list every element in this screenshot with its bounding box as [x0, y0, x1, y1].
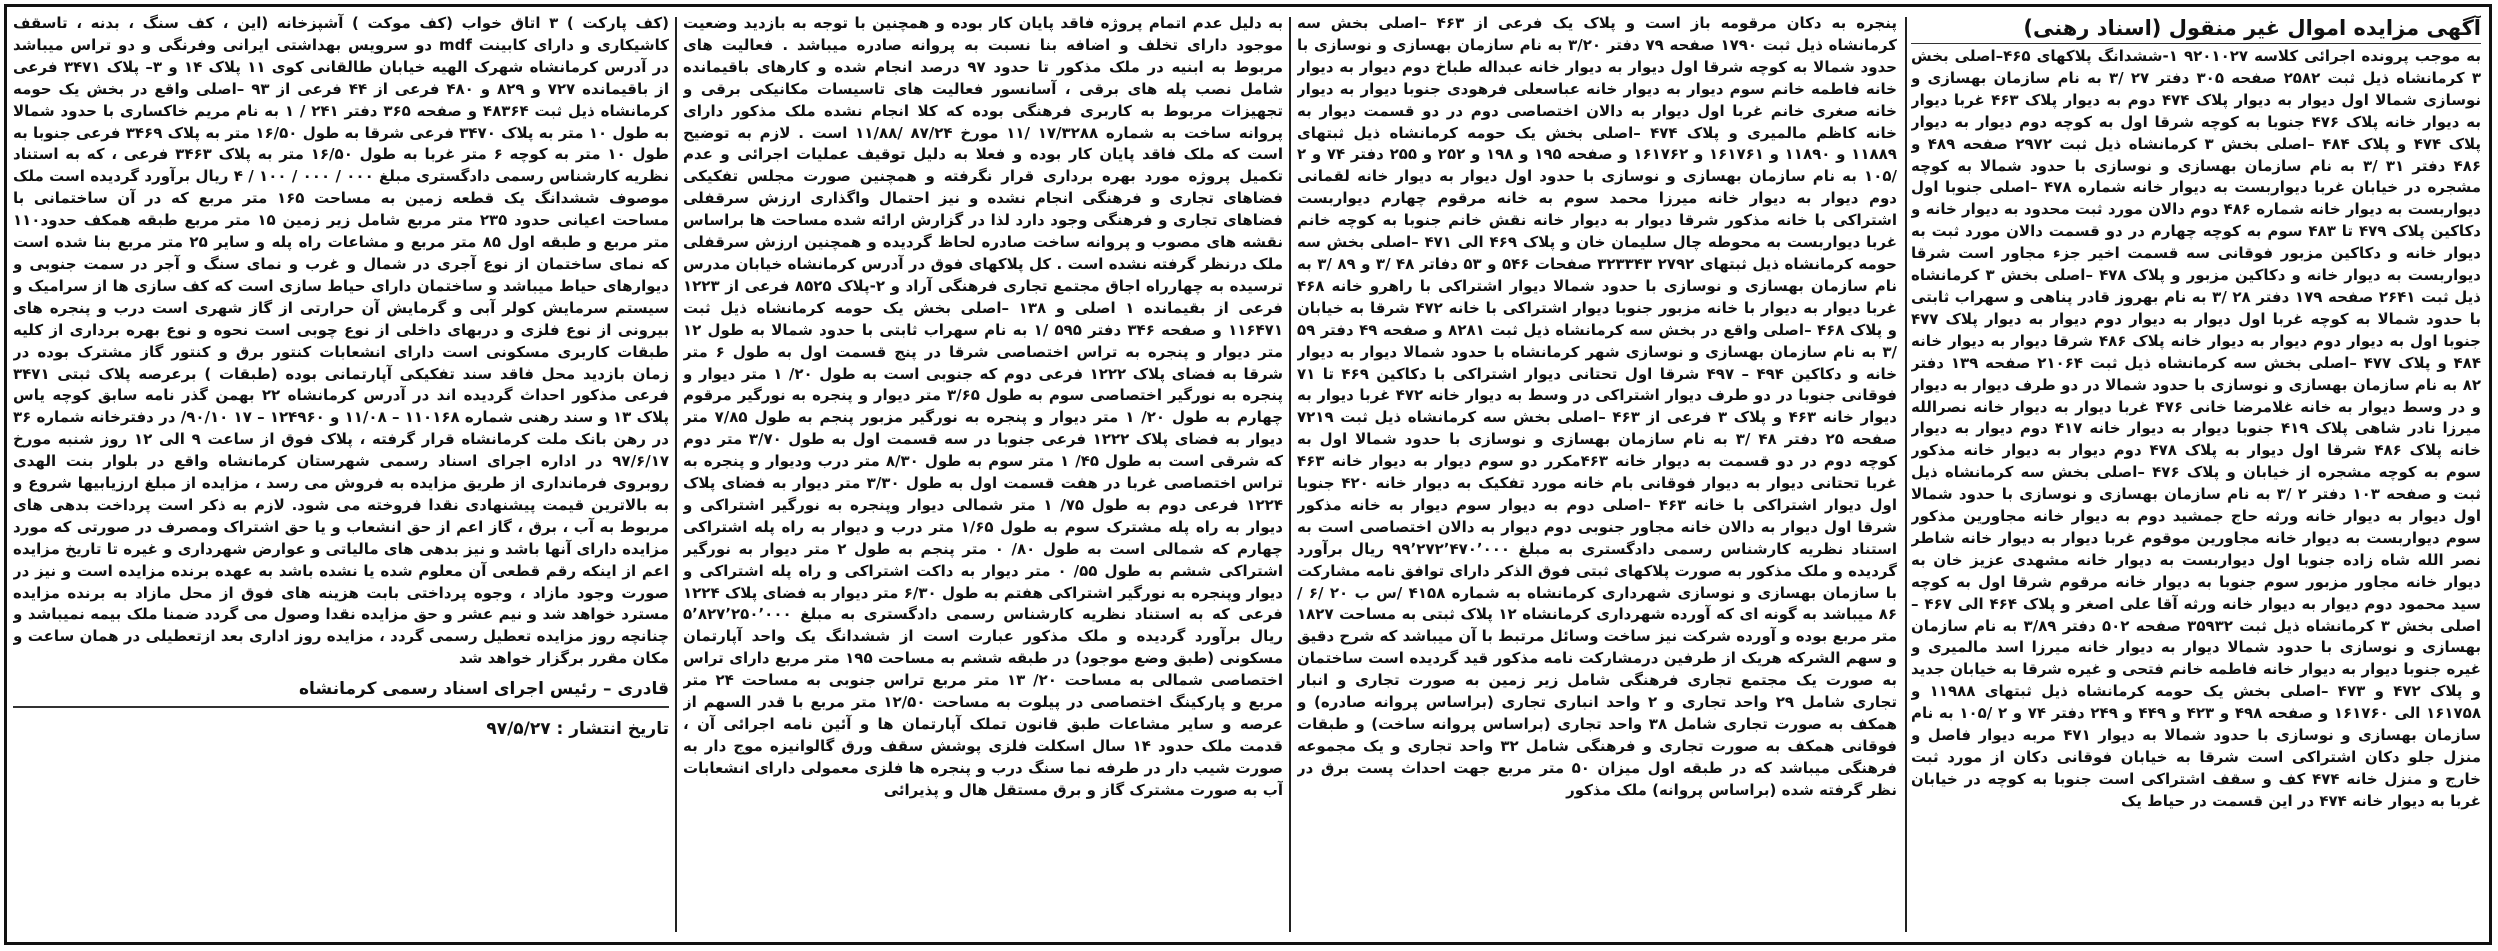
column-divider [675, 17, 677, 932]
column-divider [1905, 17, 1907, 932]
notice-footer [13, 674, 669, 744]
notice-column-3 [683, 13, 1283, 936]
notice-paragraph-3: به دلیل عدم اتمام پروژه فاقد پایان کار بوده و همچنین با توجه به بازدید وضعیت موجود دارای تخلف و اضافه بنا نسبت به پروانه صادره میباشد . فعالیت های مربوط به ابنیه در ملک مذکور تا حدود ۹۷ درصد انجام شده و کارهای باقیمانده شامل نصب پله های برقی ، آسانسور فعالیت های تاسیسات مکانیکی برقی و تجهیزات مربوط به کاربری فرهنگی بوده که کلا انجام نشده ملک مذکور دارای پروانه ساخت به شماره ۱۷/۳۲۸۸ /۱۱ مورخ ۸۷/۲۴ /۱۱/۸۸ است . لازم به توضیح است که ملک فاقد پایان کار بوده و فعلا به دلیل توقیف عملیات اجرائی و عدم تکمیل پروژه مورد بهره برداری قرار نگرفته و همچنین صورت مجلس تفکیکی فضاهای تجاری و فرهنگی انجام نشده و نیز احتمال واگذاری ارزش سرقفلی فضاهای تجاری و فرهنگی وجود دارد لذا در گزارش ارائه شده مساحت ها براساس نقشه های مصوب و پروانه ساخت صادره لحاظ گردیده و همچنین ارزش سرقفلی ملک درنظر گرفته نشده است . کل پلاکهای فوق در آدرس کرمانشاه خیابان مدرس ترسیده به چهارراه اجاق مجتمع تجاری فرهنگی آراد و ۲-پلاک ۸۵۲۵ فرعی از ۱۲۲۳ فرعی از بقیمانده ۱ اصلی و ۱۳۸ –اصلی بخش یک حومه کرمانشاه ذیل ثبت ۱۱۶۴۷۱ و صفحه ۳۴۶ دفتر ۵۹۵ /۱ به نام سهراب ثابتی با حدود شمالا به طول ۱۲ متر دیوار و پنجره به تراس اختصاصی شرقا در پنج قسمت اول به طول ۶ متر شرقا به فضای پلاک ۱۲۲۲ فرعی دوم که جنوبی است به طول ۲۰/ ۱ متر دیوار و پنجره به نورگیر اختصاصی سوم به طول ۳/۶۵ متر دیوار و پنجره به نورگیر مرقوم چهارم به طول ۲۰/ ۱ متر دیوار و پنجره به نورگیر مزبور پنجم به طول ۷/۸۵ متر دیوار به فضای پلاک ۱۲۲۲ فرعی جنوبا در سه قسمت اول به طول ۳/۷۰ متر دوم که شرقی است به طول ۴۵/ ۱ متر سوم به طول ۸/۳۰ متر درب ودیوار و پنجره به تراس اختصاصی غربا در هفت قسمت اول به طول ۳/۳۰ متر دیوار به فضای پلاک ۱۲۲۴ فرعی دوم به طول ۷۵/ ۱ متر شمالی دیوار وپنجره به نورگیر اشتراکی و دیوار به راه پله مشترک سوم به طول ۱/۶۵ متر درب و دیوار به راه پله اشتراکی چهارم که شمالی است به طول ۸۰/ ۰ متر پنجم به طول ۲ متر دیوار به نورگیر اشتراکی ششم به طول ۵۵/ ۰ متر دیوار به داکت اشتراکی و راه پله اشتراکی و دیوار وپنجره به نورگیر اشتراکی هفتم به طول ۶/۳۰ متر دیوار به فضای پلاک ۱۲۲۴ فرعی که به استناد نظریه کارشناس رسمی دادگستری به مبلغ ۵٬۸۲۷٬۲۵۰٬۰۰۰ ریال برآورد گردیده و ملک مذکور عبارت است از ششدانگ یک واحد آپارتمان مسکونی (طبق وضع موجود) در طبقه ششم به مساحت ۱۹۵ متر مربع دارای تراس اختصاصی شمالی به مساحت ۲۰/ ۱۳ متر مربع تراس جنوبی به مساحت ۲۴ متر مربع و پارکینگ اختصاصی در پیلوت به مساحت ۱۲/۵۰ متر مربع با قدر السهم از عرصه و سایر مشاعات طبق قانون تملک آپارتمان ها و آئین نامه اجرائی آن ، قدمت ملک حدود ۱۴ سال اسکلت فلزی پوشش سقف ورق گالوانیزه موج دار به صورت شیب دار در طرفه نما سنگ درب و پنجره ها فلزی معمولی دارای انشعابات آب به صورت مشترک گاز و برق مستقل هال و پذیرائی [683, 14, 1283, 799]
notice-paragraph-2: پنجره به دکان مرقومه باز است و پلاک یک فرعی از ۴۶۳ –اصلی بخش سه کرمانشاه ذیل ثبت ۱۷۹۰ صفحه ۷۹ دفتر ۳/۲۰ به نام سازمان بهسازی و نوسازی با حدود شمالا به کوچه شرقا اول دیوار به دیوار خانه عبداله طباخ دوم دیوار به دیوار خانه فاطمه خانم سوم دیوار به دیوار خانه عباسعلی فرهودی جنوبا دیوار به دیوار خانه صغری خانم غربا اول دیوار به دالان اختصاصی دوم در دو قسمت دیوار به خانه کاظم مالمیری و پلاک ۴۷۴ –اصلی بخش یک حومه کرمانشاه ذیل ثبتهای ۱۱۸۸۹ و ۱۱۸۹۰ و ۱۶۱۷۶۱ و ۱۶۱۷۶۲ و صفحه ۱۹۵ و ۱۹۸ و ۲۵۲ و ۲۵۵ دفتر ۷۴ و ۲ /۱۰۵ به نام سازمان بهسازی و نوسازی با حدود اول دیوار به دیوار خانه لقمانی دوم دیوار به دیوار خانه میرزا محمد سوم به خانه مرقوم چهارم دیواربست اشتراکی با خانه مذکور شرقا دیوار به دیوار خانه نقش خانم جنوبا به کوچه خانم غربا دیواربست به محوطه چال سلیمان خان و پلاک ۴۶۹ الی ۴۷۱ –اصلی بخش سه حومه کرمانشاه ذیل ثبتهای ۲۷۹۲ ۳۲۳۳۴۳ صفحات ۵۴۶ و ۵۳ دفاتر ۴۸ /۳ و ۸۹ /۳ به نام سازمان بهسازی و نوسازی با حدود شمالا دیوار اشتراکی با راهرو خانه ۴۶۸ غربا دیوار به دیوار با خانه مزبور جنوبا دیوار اشتراکی با خانه ۴۷۲ شرقا به خیابان و پلاک ۴۶۸ –اصلی واقع در بخش سه کرمانشاه ذیل ثبت ۸۲۸۱ و صفحه ۴۹ دفتر ۵۹ /۳ به نام سازمان بهسازی و نوسازی شهر کرمانشاه با حدود شمالا دیوار به دیوار خانه و دکاکین ۴۹۴ – ۴۹۷ شرقا اول تحتانی دیوار اشتراکی با دکاکین ۴۶۹ تا ۷۱ فوقانی جنوبا در دو طرف دیوار اشتراکی در وسط به دیوار خانه ۴۷۲ غربا دیوار به دیوار خانه ۴۶۳ و پلاک ۳ فرعی از ۴۶۳ –اصلی بخش سه کرمانشاه ذیل ثبت ۷۲۱۹ صفحه ۲۵ دفتر ۴۸ /۳ به نام سازمان بهسازی و نوسازی با حدود شمالا اول به کوچه دوم در دو قسمت به دیوار خانه ۴۶۳مکرر دو سوم دیوار به دیوار خانه ۴۶۳ غربا تحتانی دیوار به دیوار فوقانی بام خانه مورد تفکیک به دیوار خانه ۴۲۰ جنوبا اول دیوار اشتراکی با خانه ۴۶۳ –اصلی دوم به دیوار سوم دیوار به خانه مذکور شرقا اول دیوار به دالان خانه مجاور جنوبی دوم دیوار به دالان اختصاصی است به استناد نظریه کارشناس رسمی دادگستری به مبلغ ۹۹٬۲۷۲٬۴۷۰٬۰۰۰ ریال برآورد گردیده و ملک مذکور به صورت پلاکهای ثبتی فوق الذکر دارای توافق نامه مشارکت با سازمان بهسازی و نوسازی شهرداری کرمانشاه به شماره ۴۱۵۸ /س ب ۲۰ /۶ /۸۶ میباشد به گونه ای که آورده شهرداری کرمانشاه ۱۲ پلاک ثبتی به مساحت ۱۸۲۷ متر مربع بوده و آورده شرکت نیز ساخت وسائل مرتبط با آن میباشد که شرح دقیق و سهم الشرکه هریک از طرفین درمشارکت نامه مذکور قید گردیده است ساختمان به صورت یک مجتمع تجاری فرهنگی شامل زیر زمین به صورت تجاری و انبار تجاری شامل ۲۹ واحد تجاری و ۲ واحد انباری تجاری (براساس پروانه صادره) و همکف به صورت تجاری شامل ۳۸ واحد تجاری (براساس پروانه ساخت) و طبقات فوقانی همکف به صورت تجاری و فرهنگی شامل ۳۲ واحد تجاری و یک مجموعه فرهنگی میباشد که در طبقه اول میزان ۵۰ متر مربع جهت احداث پست برق در نظر گرفته شده (براساس پروانه) ملک مذکور [1297, 14, 1897, 799]
notice-title: آگهی مزایده اموال غیر منقول (اسناد رهنی) [1911, 13, 2481, 44]
notice-paragraph-4: (کف پارکت ) ۳ اتاق خواب (کف موکت ) آشپزخانه (این ، کف سنگ ، بدنه ، تاسقف کاشیکاری و دارای کابینت mdf دو سرویس بهداشتی ایرانی وفرنگی و دو تراس میباشد در آدرس کرمانشاه شهرک الهیه خیابان طالقانی کوی ۱۱ پلاک ۱۴ و ۳– پلاک ۳۴۷۱ فرعی از باقیمانده ۷۲۷ و ۸۲۹ و ۴۸۰ فرعی از ۴۴ فرعی از ۹۳ –اصلی واقع در بخش یک حومه کرمانشاه ذیل ثبت ۴۸۳۶۴ و صفحه ۳۶۵ دفتر ۲۴۱ / ۱ به نام مریم خاکساری با حدود شمالا به طول ۱۰ متر به پلاک ۳۴۷۰ فرعی شرقا به طول ۱۶/۵۰ متر به پلاک ۳۴۶۹ فرعی جنوبا به طول ۱۰ متر به کوچه ۶ متر غربا به طول ۱۶/۵۰ متر به پلاک ۳۴۶۳ فرعی ، که به استناد نظریه کارشناس رسمی دادگستری مبلغ ۰۰۰ / ۰۰۰ / ۱۰۰ / ۴ ریال برآورد گردیده است ملک موصوف ششدانگ یک قطعه زمین به مساحت ۱۶۵ متر مربع که در آن ساختمانی با مساحت اعیانی حدود ۲۳۵ متر مربع شامل زیر زمین ۱۵ متر مربع طبقه همکف حدود۱۱۰ متر مربع و طبقه اول ۸۵ متر مربع و مشاعات راه پله و سایر ۲۵ متر مربع بنا شده است که نمای ساختمان از نوع آجری در شمال و غرب و نمای سنگ و آجر در سمت جنوبی و دیوارهای حیاط میباشد و ساختمان دارای حیاط سازی است که کف سازی ها از سرامیک و سیستم سرمایش کولر آبی و گرمایش آن حرارتی از گاز شهری است درب و پنجره های بیرونی از نوع فلزی و دربهای داخلی از نوع چوبی است نحوه و نوع بهره برداری از کلیه طبقات کاربری مسکونی است دارای انشعابات کنتور برق و کنتور گاز مشترک بوده در زمان بازدید محل فاقد سند تفکیکی آپارتمانی بوده (طبقات ) برعرصه پلاک ثبتی ۳۴۷۱ فرعی مذکور احداث گردیده اند در آدرس کرمانشاه ۲۲ بهمن گذر نامه سابق کوچه یاس پلاک ۱۳ و سند رهنی شماره ۱۱۰۱۶۸ – ۱۱/۰۸ و ۱۲۴۹۶۰ – ۱۷ ۹۰/۱۰/ در دفترخانه شماره ۳۶ در رهن بانک ملت کرمانشاه قرار گرفته ، پلاک فوق از ساعت ۹ الی ۱۲ روز شنبه مورخ ۹۷/۶/۱۷ در اداره اجرای اسناد رسمی شهرستان کرمانشاه واقع در بلوار بنت الهدی روبروی فرمانداری از طریق مزایده به فروش می رسد ، مزایده از مبلغ ارزیابیها شروع و به بالاترین قیمت پیشنهادی نقدا فروخته می شود. لازم به ذکر است پرداخت بدهی های مربوط به آب ، برق ، گاز اعم از حق انشعاب و یا حق اشتراک ومصرف در صورتی که مورد مزایده دارای آنها باشد و نیز بدهی های مالیاتی و عوارض شهرداری و غیره تا تاریخ مزایده اعم از اینکه رقم قطعی آن معلوم شده یا نشده باشد به عهده برنده مزایده است و نیز در صورت وجود مازاد ، وجوه پرداختی بابت هزینه های فوق از محل مازاد به برنده مزایده مسترد خواهد شد و نیم عشر و حق مزایده نقدا وصول می گردد ضمنا ملک بیمه نمیباشد و چنانچه روز مزایده تعطیل رسمی گردد ، مزایده روز اداری بعد ازتعطیلی در همان ساعت و مکان مقرر برگزار خواهد شد [13, 14, 669, 668]
signature-line: قادری – رئیس اجرای اسناد رسمی کرمانشاه [13, 674, 669, 708]
column-divider [1289, 17, 1291, 932]
notice-column-1 [1911, 13, 2481, 936]
publish-date: تاریخ انتشار : ۹۷/۵/۲۷ [486, 719, 669, 740]
auction-notice-clipping [4, 4, 2492, 945]
notice-paragraph-1: به موجب پرونده اجرائی کلاسه ۹۲۰۱۰۲۷ ۱-ششدانگ پلاکهای ۴۶۵–اصلی بخش ۳ کرمانشاه ذیل ثبت ۲۵۸۲ صفحه ۳۰۵ دفتر ۲۷ /۳ به نام سازمان بهسازی و نوسازی شمالا اول دیوار به دیوار پلاک ۴۷۴ دوم به دیوار پلاک ۴۶۳ غربا دیوار به دیوار خانه پلاک ۴۷۶ جنوبا به کوچه شرقا اول به کوچه دوم دیوار به دیوار پلاک ۴۷۴ و پلاک ۴۸۴ –اصلی بخش ۳ کرمانشاه ذیل ثبت ۲۹۷۲ صفحه ۴۸۹ و ۴۸۶ دفتر ۳۱ /۳ به نام سازمان بهسازی و نوسازی با حدود شمالا به کوچه مشجره در خیابان غربا دیواربست به دیوار خانه شماره ۴۷۸ –اصلی جنوبا اول دیواربست به دیوار خانه شماره ۴۸۶ دوم دالان مورد ثبت محدود به دیوار خانه و دکاکین پلاک ۴۷۹ تا ۴۸۳ سوم به کوچه چهارم در دو قسمت دالان مورد ثبت به دیوار خانه و دکاکین مزبور فوقانی سه قسمت اخیر جزء مجاور است شرقا دیواربست به دیوار خانه و دکاکین مزبور و پلاک ۴۷۸ –اصلی بخش ۳ کرمانشاه ذیل ثبت ۲۶۴۱ صفحه ۱۷۹ دفتر ۲۸ /۳ به نام بهروز قادر پناهی و سهراب ثابتی با حدود شمالا به کوچه غربا اول دیوار به دیوار دوم دیوار به دیوار پلاک ۴۷۷ جنوبا اول به دیوار دوم دیوار به دیوار خانه پلاک ۴۸۶ شرقا دیوار به دیوار خانه ۴۸۴ و پلاک ۴۷۷ –اصلی بخش سه کرمانشاه ذیل ثبت ۲۱۰۶۴ صفحه ۱۳۹ دفتر ۸۲ به نام سازمان بهسازی و نوسازی با حدود شمالا در دو طرف دیوار به دیوار و در وسط دیوار به خانه غلامرضا خانی ۴۷۶ غربا دیوار به دیوار خانه نصرالله میرزا نادر شاهی پلاک ۴۱۹ جنوبا دیوار به دیوار خانه ۴۱۷ دوم دیوار به دیوار خانه پلاک ۴۸۶ شرقا اول دیوار به پلاک ۴۷۸ دوم دیوار به دیوار خانه مذکور سوم به کوچه مشجره از خیابان و پلاک ۴۷۶ –اصلی بخش سه کرمانشاه ذیل ثبت و صفحه ۱۰۳ دفتر ۲ /۳ به نام سازمان بهسازی و نوسازی با حدود شمالا اول دیوار به دیوار خانه ورثه حاج جمشید دوم به دیوار خانه مجاورین مذکور سوم دیواربست به دیوار خانه مجاورین موقوم غربا دیوار به دیوار خانه شاطر نصر الله شاه زاده جنوبا اول دیواربست به دیوار خانه مشهدی عزیز خان به دیوار خانه مجاور مزبور سوم جنوبا به دیوار خانه مرقوم شرقا اول به کوچه سید محمود دوم دیوار به دیوار خانه ورثه آقا علی اصغر و پلاک ۴۶۴ الی ۴۶۷ –اصلی بخش ۳ کرمانشاه ذیل ثبت ۳۵۹۳۲ صفحه ۵۰۲ دفتر ۳/۸۹ به نام سازمان بهسازی و نوسازی با حدود شمالا دیوار به دیوار خانه میرزا اسد مالمیری و غیره جنوبا دیوار به دیوار خانه فاطمه خانم فتحی و غیره شرقا به خیابان جدید و پلاک ۴۷۲ و ۴۷۳ –اصلی بخش یک حومه کرمانشاه ذیل ثبتهای ۱۱۹۸۸ و ۱۶۱۷۵۸ الی ۱۶۱۷۶۰ و صفحه ۴۹۸ و ۴۲۳ و ۴۴۹ و ۲۴۹ دفتر ۷۴ و ۲ /۱۰۵ به نام سازمان بهسازی و نوسازی با حدود شمالا به دیوار ۴۷۱ مربه دیوار فاصل و منزل جلو دکان اشتراکی است شرقا به خیابان فوقانی دکان از مورد ثبت خارج و منزل خانه ۴۷۴ کف و سقف اشتراکی است جنوبا به کوچه در خیابان غربا به دیوار خانه ۴۷۴ در این قسمت در حیاط یک [1911, 47, 2481, 810]
notice-column-2 [1297, 13, 1897, 936]
notice-column-4 [13, 13, 669, 936]
